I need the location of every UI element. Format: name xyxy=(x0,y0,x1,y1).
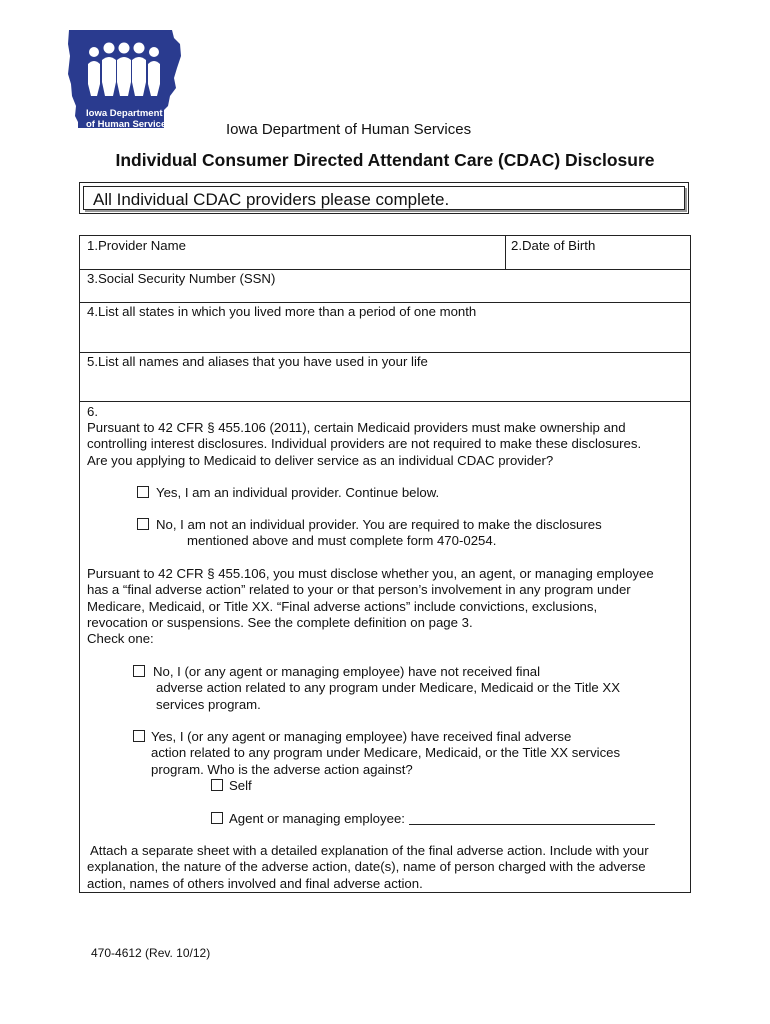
no-individual-provider-checkbox[interactable] xyxy=(137,518,149,530)
adverse-line: Medicare, Medicaid, or Title XX. “Final adverse actions” include convictions, exclusions, xyxy=(87,598,598,614)
yes-adverse-action-checkbox[interactable] xyxy=(133,730,145,742)
form-number: 470-4612 (Rev. 10/12) xyxy=(91,946,211,960)
logo-text xyxy=(86,108,172,130)
no-adverse-action-checkbox[interactable] xyxy=(133,665,145,677)
attach-line: action, names of others involved and final adverse action. xyxy=(87,875,423,891)
self-checkbox[interactable] xyxy=(211,779,223,791)
agency-name: Iowa Department of Human Services xyxy=(226,121,472,138)
yes-adverse-line: Yes, I (or any agent or managing employee) have received final adverse xyxy=(151,729,572,744)
agent-name-input-line[interactable] xyxy=(409,824,655,825)
adverse-line: Pursuant to 42 CFR § 455.106, you must disclose whether you, an agent, or managing employee xyxy=(87,566,654,581)
no-adverse-line: services program. xyxy=(156,696,261,712)
agent-checkbox[interactable] xyxy=(211,812,223,824)
adverse-line: Check one: xyxy=(87,631,154,647)
adverse-action-paragraph xyxy=(87,566,691,647)
yes-individual-provider-checkbox[interactable] xyxy=(137,486,149,498)
disclosure-form xyxy=(79,235,691,893)
instruction-box xyxy=(79,182,689,214)
intro-line: Are you applying to Medicaid to deliver service as an individual CDAC provider? xyxy=(87,452,554,468)
logo-text-line2: of Human Services xyxy=(86,119,172,130)
yes-adverse-line: program. Who is the adverse action against? xyxy=(151,761,413,777)
ssn-field[interactable]: 3.Social Security Number (SSN) xyxy=(87,271,276,286)
agent-row xyxy=(229,811,655,827)
date-of-birth-field[interactable]: 2.Date of Birth xyxy=(511,238,596,253)
self-label: Self xyxy=(229,778,252,793)
no-adverse-line: No, I (or any agent or managing employee) have not received final xyxy=(153,664,541,679)
logo-text-line1: Iowa Department xyxy=(86,108,163,119)
no-adverse-action-label xyxy=(153,664,683,713)
states-lived-field[interactable]: 4.List all states in which you lived more than a period of one month xyxy=(87,304,477,319)
intro-line: controlling interest disclosures. Individual providers are not required to make these disclosures. xyxy=(87,436,642,452)
agent-label: Agent or managing employee: xyxy=(229,811,405,826)
section-6-intro xyxy=(87,420,687,469)
attach-instructions xyxy=(87,843,691,892)
yes-adverse-line: action related to any program under Medicare, Medicaid, or the Title XX services xyxy=(151,745,621,761)
section-6-number: 6. xyxy=(87,404,98,419)
yes-individual-provider-label: Yes, I am an individual provider. Continue below. xyxy=(156,485,440,500)
attach-line: explanation, the nature of the adverse action, date(s), name of person charged with the adverse xyxy=(87,859,646,875)
adverse-line: has a “final adverse action” related to your or that person’s involvement in any program under xyxy=(87,582,631,598)
provider-name-field[interactable]: 1.Provider Name xyxy=(87,238,186,253)
document-title: Individual Consumer Directed Attendant Care (CDAC) Disclosure xyxy=(115,150,655,170)
no-adverse-line: adverse action related to any program under Medicare, Medicaid or the Title XX xyxy=(156,680,621,696)
intro-line: Pursuant to 42 CFR § 455.106 (2011), certain Medicaid providers must make ownership and xyxy=(87,420,626,435)
no-individual-provider-label-cont: mentioned above and must complete form 470-0254. xyxy=(187,533,497,548)
aliases-field[interactable]: 5.List all names and aliases that you have used in your life xyxy=(87,354,428,369)
yes-adverse-action-label xyxy=(151,729,681,778)
no-individual-provider-label: No, I am not an individual provider. You are required to make the disclosures xyxy=(156,517,602,532)
instruction-text: All Individual CDAC providers please complete. xyxy=(93,190,450,209)
adverse-line: revocation or suspensions. See the complete definition on page 3. xyxy=(87,614,473,630)
attach-line: Attach a separate sheet with a detailed explanation of the final adverse action. Include with your xyxy=(90,843,649,858)
